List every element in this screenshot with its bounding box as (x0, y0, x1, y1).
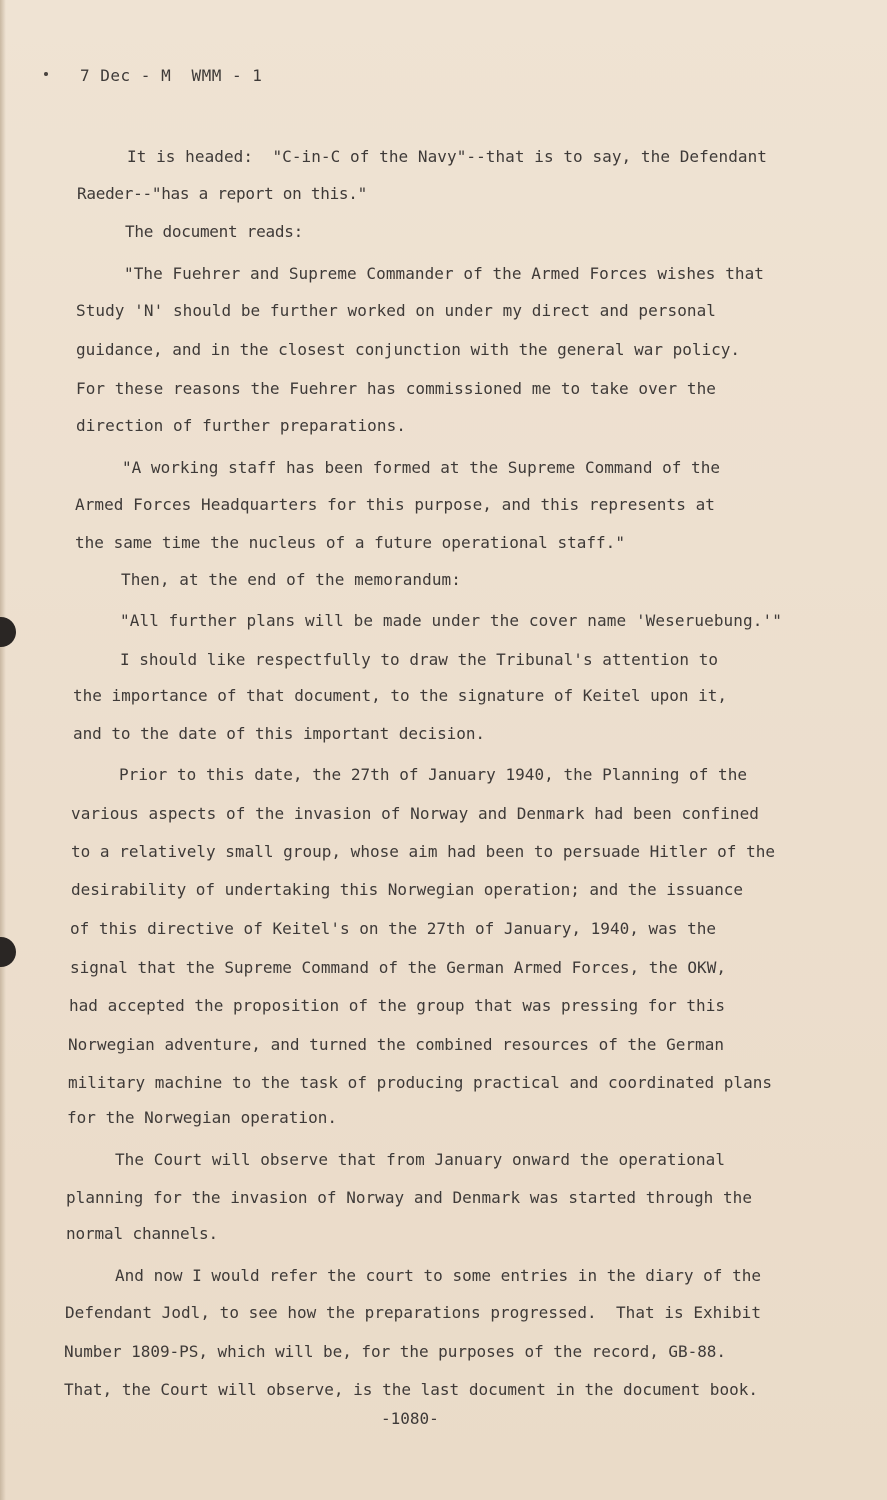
text-line: the same time the nucleus of a future operational staff." (75, 533, 625, 552)
text-line: guidance, and in the closest conjunction with the general war policy. (76, 340, 740, 359)
page-number: -1080- (381, 1409, 439, 1428)
text-line: Then, at the end of the memorandum: (121, 570, 461, 589)
text-line: military machine to the task of producing practical and coordinated plans (68, 1073, 772, 1092)
text-line: for the Norwegian operation. (67, 1108, 337, 1127)
text-line: desirability of undertaking this Norwegian operation; and the issuance (71, 880, 743, 899)
text-line: The document reads: (125, 222, 303, 241)
text-line: "A working staff has been formed at the Supreme Command of the (122, 458, 720, 477)
text-line: normal channels. (66, 1224, 218, 1243)
text-line: of this directive of Keitel's on the 27th of January, 1940, was the (70, 919, 717, 938)
text-line: signal that the Supreme Command of the German Armed Forces, the OKW, (70, 958, 726, 977)
text-line: And now I would refer the court to some entries in the diary of the (115, 1266, 762, 1285)
text-line: For these reasons the Fuehrer has commissioned me to take over the (76, 379, 716, 398)
text-line: Number 1809-PS, which will be, for the purposes of the record, GB-88. (64, 1342, 726, 1361)
text-line: the importance of that document, to the signature of Keitel upon it, (73, 686, 728, 705)
text-line: had accepted the proposition of the group that was pressing for this (69, 996, 725, 1015)
text-line: I should like respectfully to draw the Tribunal's attention to (120, 650, 718, 669)
text-line: direction of further preparations. (76, 416, 406, 435)
text-line: "All further plans will be made under the cover name 'Weseruebung.'" (120, 611, 782, 630)
text-line: Armed Forces Headquarters for this purpose, and this represents at (75, 495, 715, 514)
text-line: "The Fuehrer and Supreme Commander of the Armed Forces wishes that (124, 264, 764, 283)
text-line: and to the date of this important decision. (73, 724, 485, 743)
punch-hole-lower (0, 937, 16, 967)
text-line: It is headed: "C-in-C of the Navy"--that is to say, the Defendant (127, 147, 767, 166)
text-line: planning for the invasion of Norway and Denmark was started through the (66, 1188, 752, 1207)
text-line: Study 'N' should be further worked on under my direct and personal (76, 301, 716, 320)
text-line: Norwegian adventure, and turned the combined resources of the German (68, 1035, 724, 1054)
text-line: Defendant Jodl, to see how the preparations progressed. That is Exhibit (65, 1303, 762, 1322)
text-line: Raeder--"has a report on this." (77, 184, 367, 203)
text-line: Prior to this date, the 27th of January 1940, the Planning of the (119, 765, 748, 784)
text-line: to a relatively small group, whose aim had been to persuade Hitler of the (71, 842, 775, 861)
text-line: The Court will observe that from January onward the operational (115, 1150, 726, 1169)
punch-hole-upper (0, 617, 16, 647)
text-line: That, the Court will observe, is the last document in the document book. (64, 1380, 758, 1399)
document-header-code: 7 Dec - M WMM - 1 (80, 66, 263, 85)
ink-mark (44, 72, 48, 76)
page-edge-shadow (0, 0, 6, 1500)
text-line: various aspects of the invasion of Norway and Denmark had been confined (71, 804, 759, 823)
